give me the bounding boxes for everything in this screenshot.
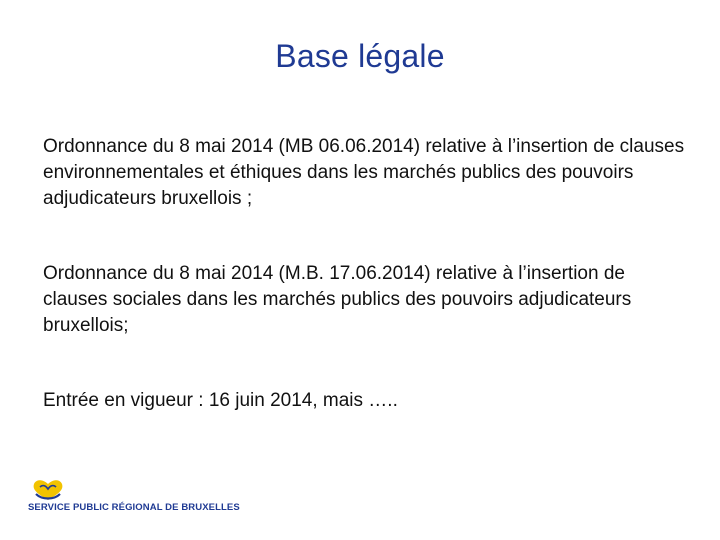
paragraph-ordonnance-environnementale: Ordonnance du 8 mai 2014 (MB 06.06.2014) relative à l’insertion de clauses environnementales et éthiques dans les marchés publics des pouvoirs adjudicateurs bruxellois ; <box>43 136 685 209</box>
footer-logo <box>24 478 264 518</box>
paragraph-ordonnance-sociale: Ordonnance du 8 mai 2014 (M.B. 17.06.2014) relative à l’insertion de clauses sociales dans les marchés publics des pouvoirs adjudicateurs bruxellois; <box>43 263 632 336</box>
page-title: Base légale <box>275 38 445 74</box>
paragraph-entree-en-vigueur: Entrée en vigueur : 16 juin 2014, mais ….. <box>43 390 398 411</box>
logo-text: SERVICE PUBLIC RÉGIONAL DE BRUXELLES <box>28 502 240 513</box>
